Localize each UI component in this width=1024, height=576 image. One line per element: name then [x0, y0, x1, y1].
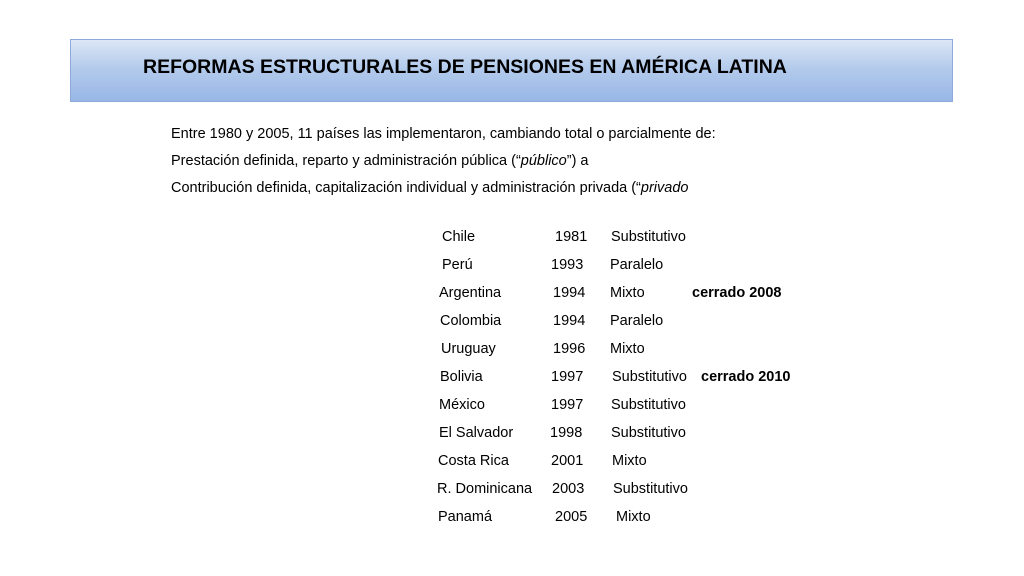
reform-row [0, 453, 1024, 473]
reform-country: El Salvador [439, 425, 514, 441]
intro-line-2-suffix: ”) a [566, 153, 589, 169]
reform-year: 2005 [555, 509, 588, 525]
intro-line-3-emphasis: privado [640, 180, 689, 196]
reform-row [0, 229, 1024, 249]
reform-year: 2003 [552, 481, 585, 497]
intro-line-1: Entre 1980 y 2005, 11 países las implementaron, cambiando total o parcialmente de: [171, 126, 716, 142]
intro-line-2-emphasis: público [520, 153, 567, 169]
reform-type: Substitutivo [611, 425, 686, 441]
reform-country: Colombia [440, 313, 502, 329]
reform-year: 1981 [555, 229, 588, 245]
reform-row [0, 313, 1024, 333]
reform-type: Substitutivo [611, 397, 686, 413]
reform-year: 1993 [551, 257, 584, 273]
reform-year: 1994 [553, 285, 586, 301]
reform-type: Mixto [610, 285, 645, 301]
reform-type: Paralelo [610, 257, 664, 273]
reform-row [0, 285, 1024, 305]
intro-line-3-prefix: Contribución definida, capitalización individual y administración privada (“ [171, 180, 641, 196]
reform-row [0, 341, 1024, 361]
reform-note: cerrado 2008 [692, 285, 782, 301]
reform-type: Mixto [610, 341, 645, 357]
slide-title: REFORMAS ESTRUCTURALES DE PENSIONES EN AMÉRICA LATINA [143, 56, 787, 78]
reform-type: Substitutivo [613, 481, 688, 497]
reform-row [0, 509, 1024, 529]
reform-year: 1998 [550, 425, 583, 441]
reform-country: R. Dominicana [437, 481, 533, 497]
reform-country: Panamá [438, 509, 493, 525]
reform-row [0, 425, 1024, 445]
reform-country: Chile [442, 229, 476, 245]
reform-country: Argentina [439, 285, 502, 301]
reform-row [0, 257, 1024, 277]
reform-year: 2001 [551, 453, 584, 469]
reform-type: Mixto [612, 453, 647, 469]
reform-type: Substitutivo [612, 369, 687, 385]
reform-country: Uruguay [441, 341, 496, 357]
reform-year: 1994 [553, 313, 586, 329]
reform-country: Bolivia [440, 369, 483, 385]
reform-type: Mixto [616, 509, 651, 525]
reform-country: Perú [442, 257, 473, 273]
reform-year: 1997 [551, 397, 584, 413]
reform-note: cerrado 2010 [701, 369, 791, 385]
intro-line-2-prefix: Prestación definida, reparto y administración pública (“ [171, 153, 521, 169]
reform-row [0, 481, 1024, 501]
reform-country: México [439, 397, 485, 413]
reform-type: Substitutivo [611, 229, 686, 245]
reform-year: 1997 [551, 369, 584, 385]
reform-country: Costa Rica [438, 453, 509, 469]
reform-row [0, 369, 1024, 389]
reform-row [0, 397, 1024, 417]
reform-year: 1996 [553, 341, 586, 357]
reform-type: Paralelo [610, 313, 664, 329]
